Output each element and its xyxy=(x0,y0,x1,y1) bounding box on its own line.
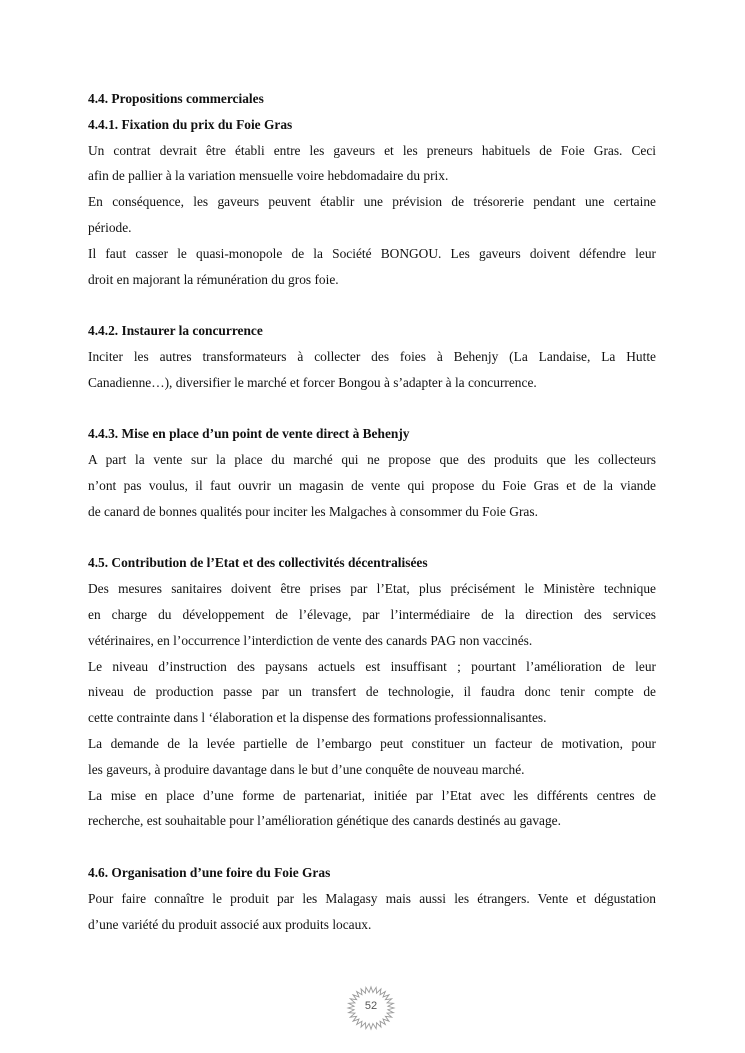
paragraph-line: d’une variété du produit associé aux produits locaux. xyxy=(88,916,372,932)
paragraph-line: Le niveau d’instruction des paysans actuels est insuffisant ; pourtant l’amélioration de leur xyxy=(88,658,656,674)
paragraph-line: cette contrainte dans l ‘élaboration et la dispense des formations professionnalisantes. xyxy=(88,710,547,726)
paragraph-line: En conséquence, les gaveurs peuvent établir une prévision de trésorerie pendant une certaine xyxy=(88,194,656,210)
paragraph-line: recherche, est souhaitable pour l’amélioration génétique des canards destinés au gavage. xyxy=(88,813,561,829)
paragraph-line: La demande de la levée partielle de l’embargo peut constituer un facteur de motivation, pour xyxy=(88,735,656,751)
section-heading-4-4-1: 4.4.1. Fixation du prix du Foie Gras xyxy=(88,116,293,132)
section-heading-4-4: 4.4. Propositions commerciales xyxy=(88,91,264,106)
paragraph-line: Des mesures sanitaires doivent être prises par l’Etat, plus précisément le Ministère technique xyxy=(88,581,656,597)
section-heading-4-6: 4.6. Organisation d’une foire du Foie Gras xyxy=(88,864,331,880)
paragraph-line: en charge du développement de l’élevage, par l’intermédiaire de la direction des services xyxy=(88,606,656,622)
section-spacer xyxy=(88,525,656,551)
paragraph-line: Un contrat devrait être établi entre les gaveurs et les preneurs habituels de Foie Gras. Ceci xyxy=(88,142,656,158)
paragraph-line: Il faut casser le quasi-monopole de la Société BONGOU. Les gaveurs doivent défendre leur xyxy=(88,245,656,261)
paragraph-line: Inciter les autres transformateurs à collecter des foies à Behenjy (La Landaise, La Hutte xyxy=(88,348,656,364)
paragraph-line: n’ont pas voulus, il faut ouvrir un magasin de vente qui propose du Foie Gras et de la viande xyxy=(88,477,656,493)
section-heading-4-4-2: 4.4.2. Instaurer la concurrence xyxy=(88,323,263,339)
page-number: 52 xyxy=(364,1000,378,1012)
paragraph-line: A part la vente sur la place du marché qui ne propose que des produits que les collecteurs xyxy=(88,452,656,468)
paragraph-line: niveau de production passe par un transfert de technologie, il faudra donc tenir compte de xyxy=(88,684,656,700)
section-heading-4-5: 4.5. Contribution de l’Etat et des collectivités décentralisées xyxy=(88,555,428,571)
paragraph-line: La mise en place d’une forme de partenariat, initiée par l’Etat avec les différents centres de xyxy=(88,787,656,803)
section-spacer xyxy=(88,292,656,318)
paragraph-line: afin de pallier à la variation mensuelle voire hebdomadaire du prix. xyxy=(88,168,449,184)
page-number-badge xyxy=(341,985,401,1033)
section-spacer xyxy=(88,834,656,860)
paragraph-line: de canard de bonnes qualités pour inciter les Malgaches à consommer du Foie Gras. xyxy=(88,503,538,519)
document-page xyxy=(88,86,656,937)
section-heading-4-4-3: 4.4.3. Mise en place d’un point de vente direct à Behenjy xyxy=(88,426,410,442)
paragraph-line: Pour faire connaître le produit par les Malagasy mais aussi les étrangers. Vente et dégustation xyxy=(88,890,656,906)
paragraph-line: les gaveurs, à produire davantage dans le but d’une conquête de nouveau marché. xyxy=(88,761,525,777)
section-spacer xyxy=(88,396,656,422)
paragraph-line: droit en majorant la rémunération du gros foie. xyxy=(88,271,339,287)
paragraph-line: Canadienne…), diversifier le marché et forcer Bongou à s’adapter à la concurrence. xyxy=(88,374,537,390)
paragraph-line: période. xyxy=(88,219,132,235)
paragraph-line: vétérinaires, en l’occurrence l’interdiction de vente des canards PAG non vaccinés. xyxy=(88,632,533,648)
